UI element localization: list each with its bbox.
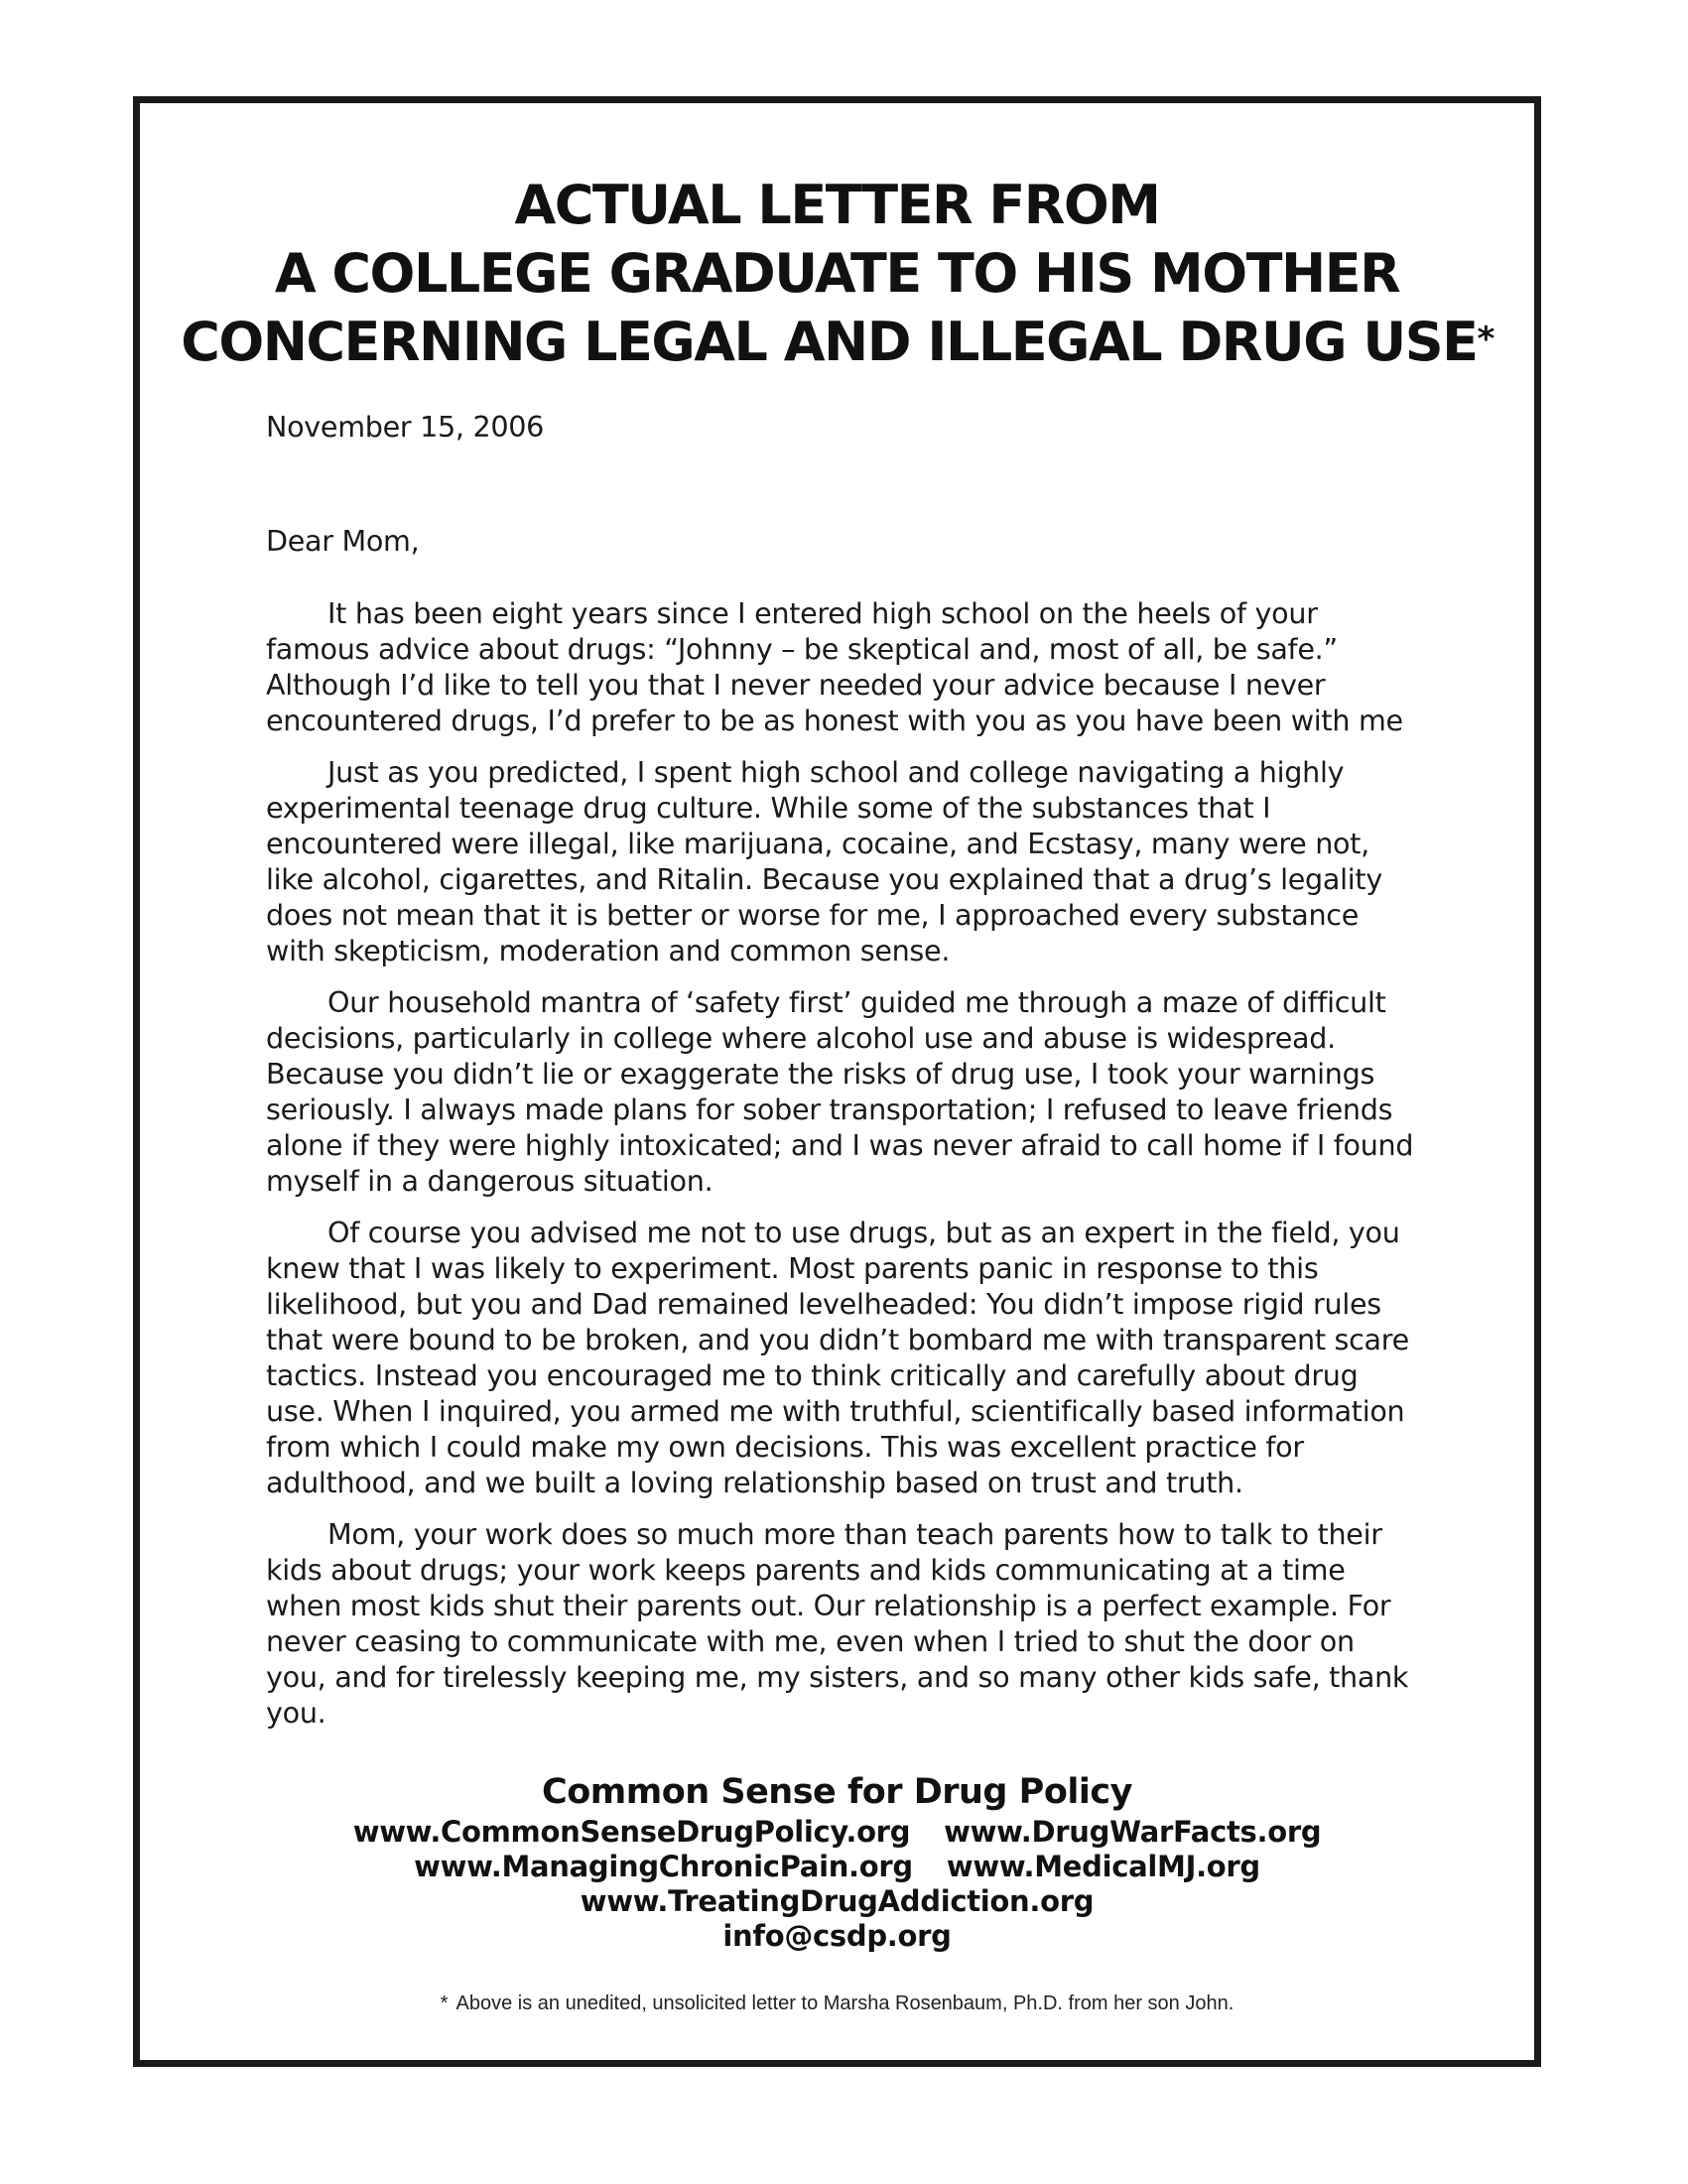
footnote-asterisk: * [440,1992,449,2014]
headline-line-3-text: CONCERNING LEGAL AND ILLEGAL DRUG USE [181,311,1478,373]
letter-paragraph-1: It has been eight years since I entered high school on the heels of your famous advice about drugs: “Johnny – be skeptical and, most of all, be safe.” Although I’d like to tell you that I never needed your advice because I never encountered drugs, I’d prefer to be as honest with you as you have been with me [266,596,1403,737]
link-managing-chronic-pain[interactable]: www.ManagingChronicPain.org [414,1850,913,1883]
letter-body [266,409,1422,1746]
link-treating-drug-addiction[interactable]: www.TreatingDrugAddiction.org [580,1884,1095,1918]
organization-email-row [133,1919,1541,1954]
footnote [133,1991,1541,2016]
headline-asterisk: * [1477,320,1493,359]
organization-links-row-1 [133,1815,1541,1850]
organization-name: Common Sense for Drug Policy [542,1772,1132,1812]
letter-paragraph-2: Just as you predicted, I spent high school and college navigating a highly experimental teenage drug culture. While some of the substances that I encountered were illegal, like marijuana, cocaine, and Ecstasy, many were not, like alcohol, cigarettes, and Ritalin. Because you explained that a drug’s legality does not mean that it is better or worse for me, I approached every substance with skepticism, moderation and common sense. [266,755,1382,967]
letter-paragraph-5: Mom, your work does so much more than teach parents how to talk to their kids about drugs; your work keeps parents and kids communicating at a time when most kids shut their parents out. Our relationship is a perfect example. For never ceasing to communicate with me, even when I tried to shut the door on you, and for tirelessly keeping me, my sisters, and so many other kids safe, thank you. [266,1517,1409,1730]
organization-links-row-2 [133,1850,1541,1884]
headline-line-3 [133,308,1541,376]
letter-salutation: Dear Mom, [266,524,420,558]
organization-block [133,1771,1541,1954]
headline-line-1: ACTUAL LETTER FROM [514,174,1160,236]
organization-links-row-3 [133,1884,1541,1919]
headline-line-2: A COLLEGE GRADUATE TO HIS MOTHER [274,242,1400,305]
footnote-text: Above is an unedited, unsolicited letter to Marsha Rosenbaum, Ph.D. from her son John. [455,1992,1234,2014]
letter-paragraph-3: Our household mantra of ‘safety first’ guided me through a maze of difficult decisions, particularly in college where alcohol use and abuse is widespread. Because you didn’t lie or exaggerate the risks of drug use, I took your warnings seriously. I always made plans for sober transportation; I refused to leave friends alone if they were highly intoxicated; and I was never afraid to call home if I found myself in a dangerous situation. [266,985,1414,1198]
letter-paragraph-4: Of course you advised me not to use drugs, but as an expert in the field, you knew that I was likely to experiment. Most parents panic in response to this likelihood, but you and Dad remained levelheaded: You didn’t impose rigid rules that were bound to be broken, and you didn’t bombard me with transparent scare tactics. Instead you encouraged me to think critically and carefully about drug use. When I inquired, you armed me with truthful, scientifically based information from which I could make my own decisions. This was excellent practice for adulthood, and we built a loving relationship based on trust and truth. [266,1216,1409,1499]
letter-date: November 15, 2006 [266,410,545,444]
headline [133,171,1541,376]
link-common-sense-drug-policy[interactable]: www.CommonSenseDrugPolicy.org [352,1815,911,1849]
link-drug-war-facts[interactable]: www.DrugWarFacts.org [944,1815,1322,1849]
email-link[interactable]: info@csdp.org [722,1919,952,1953]
link-medical-mj[interactable]: www.MedicalMJ.org [946,1850,1260,1883]
